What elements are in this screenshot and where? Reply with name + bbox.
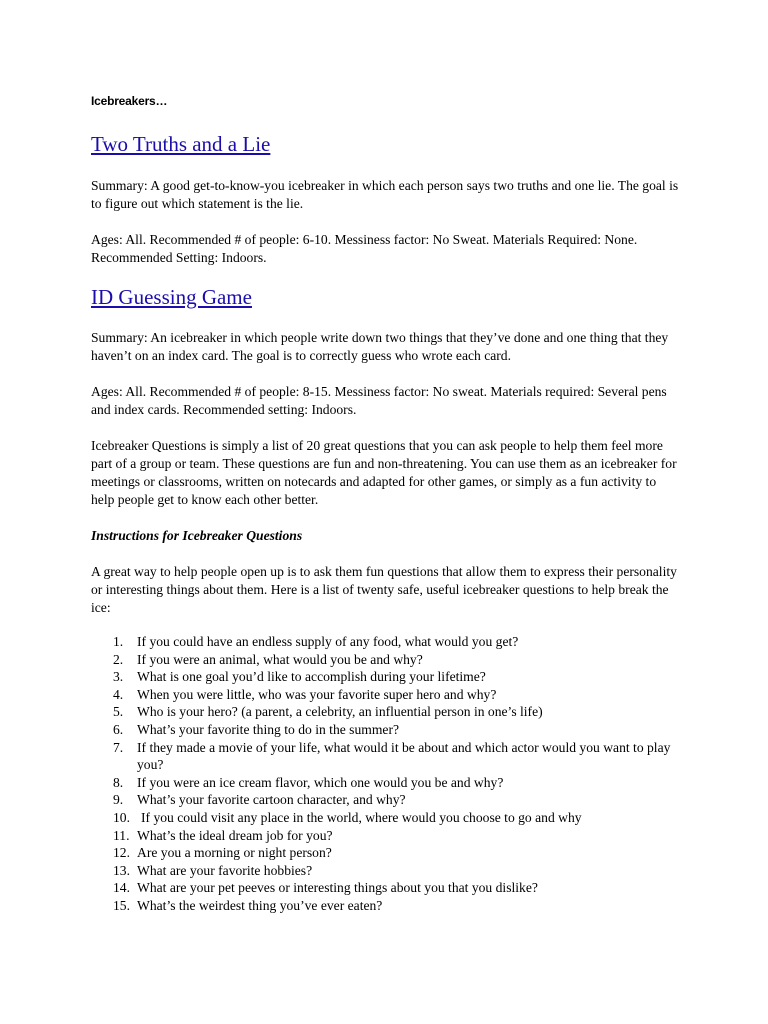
list-item: [113, 879, 693, 897]
list-item: [113, 651, 693, 669]
list-item: [113, 633, 693, 651]
pre-title: Icebreakers…: [91, 94, 168, 108]
list-item-number: 3.: [113, 669, 124, 685]
list-item-number: 2.: [113, 651, 124, 667]
list-item: [113, 809, 693, 827]
section-details-id-guessing: Ages: All. Recommended # of people: 8-15. Messiness factor: No sweat. Materials required: Several pens and index cards. Recommended setting: Indoors.: [91, 384, 667, 417]
list-item: [113, 844, 693, 862]
list-item-text: What’s your favorite cartoon character, and why?: [137, 792, 406, 808]
list-item: [113, 739, 693, 774]
list-item-number: 8.: [113, 774, 124, 790]
list-item-number: 15.: [113, 897, 130, 913]
list-item-text: If you could visit any place in the world, where would you choose to go and why: [141, 809, 582, 825]
list-item-text: What are your pet peeves or interesting things about you that you dislike?: [137, 880, 538, 896]
list-item: [113, 862, 693, 880]
instructions-heading: Instructions for Icebreaker Questions: [91, 528, 303, 543]
list-item: [113, 827, 693, 845]
list-item-text: Are you a morning or night person?: [137, 845, 332, 861]
list-item-number: 9.: [113, 792, 124, 808]
list-item: [113, 897, 693, 915]
list-item: [113, 703, 693, 721]
list-item-number: 1.: [113, 634, 124, 649]
list-item-number: 12.: [113, 845, 130, 861]
list-item-text: What’s your favorite thing to do in the summer?: [137, 721, 399, 737]
list-item-text: What is one goal you’d like to accomplish during your lifetime?: [137, 669, 486, 685]
list-item-number: 14.: [113, 880, 130, 896]
list-item: [113, 791, 693, 809]
list-item-text: If they made a movie of your life, what would it be about and which actor would you want to play you?: [137, 739, 671, 773]
list-item-number: 10.: [113, 809, 130, 825]
list-item-number: 7.: [113, 739, 124, 755]
list-item-text: When you were little, who was your favorite super hero and why?: [137, 686, 497, 702]
list-item-number: 6.: [113, 721, 124, 737]
section-title-two-truths[interactable]: Two Truths and a Lie: [91, 132, 271, 156]
list-item-text: What’s the weirdest thing you’ve ever eaten?: [137, 897, 383, 913]
instructions-paragraph: A great way to help people open up is to ask them fun questions that allow them to express their personality or interesting things about them. Here is a list of twenty safe, useful icebreaker questions to help break the ice:: [91, 564, 677, 615]
list-item-number: 4.: [113, 686, 124, 702]
section-summary-id-guessing: Summary: An icebreaker in which people write down two things that they’ve done and one thing that they haven’t on an index card. The goal is to correctly guess who wrote each card.: [91, 330, 669, 363]
questions-list: [113, 633, 693, 915]
list-item: [113, 668, 693, 686]
list-item-number: 13.: [113, 862, 130, 878]
list-item: [113, 721, 693, 739]
list-item-text: Who is your hero? (a parent, a celebrity, an influential person in one’s life): [137, 704, 543, 720]
list-item-text: If you were an ice cream flavor, which one would you be and why?: [137, 774, 504, 790]
list-item: [113, 774, 693, 792]
section-summary-two-truths: Summary: A good get-to-know-you icebreaker in which each person says two truths and one lie. The goal is to figure out which statement is the lie.: [91, 178, 679, 211]
list-item-text: If you could have an endless supply of any food, what would you get?: [137, 634, 519, 649]
list-item-text: What’s the ideal dream job for you?: [137, 827, 333, 843]
list-item-number: 11.: [113, 827, 130, 843]
intro-paragraph: Icebreaker Questions is simply a list of 20 great questions that you can ask people to help them feel more part of a group or team. These questions are fun and non-threatening. You can use them as an icebreaker for meetings or classrooms, written on notecards and adapted for other games, or simply as a fun activity to help people get to know each other better.: [91, 438, 677, 507]
list-item-number: 5.: [113, 704, 124, 720]
section-title-id-guessing[interactable]: ID Guessing Game: [91, 285, 252, 309]
list-item-text: If you were an animal, what would you be and why?: [137, 651, 423, 667]
list-item: [113, 686, 693, 704]
section-details-two-truths: Ages: All. Recommended # of people: 6-10. Messiness factor: No Sweat. Materials Required: None. Recommended Setting: Indoors.: [91, 232, 638, 265]
list-item-text: What are your favorite hobbies?: [137, 862, 313, 878]
